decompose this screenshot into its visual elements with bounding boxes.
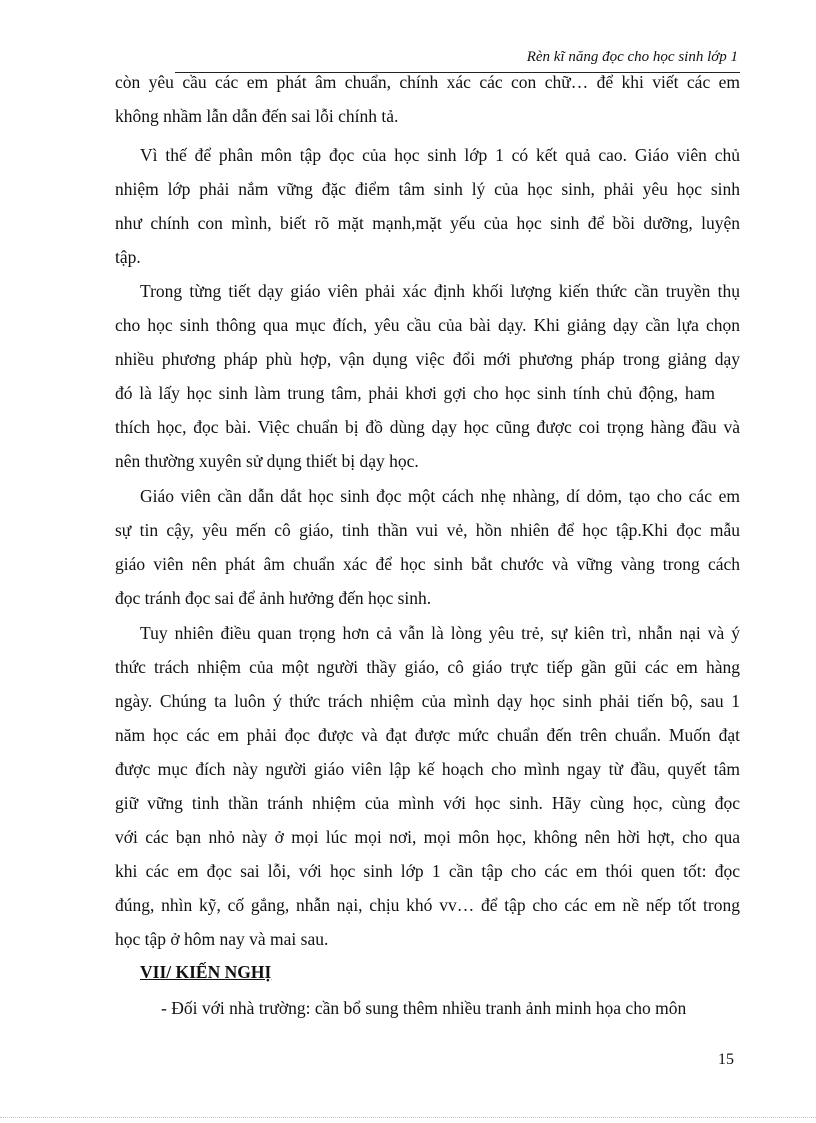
text-line: sự tin cậy, yêu mến cô giáo, tinh thần vui vẻ, hồn nhiên để học tập.Khi đọc mẫu bbox=[115, 520, 740, 540]
page-header bbox=[175, 44, 740, 73]
text-line: được mục đích này người giáo viên lập kế hoạch cho mình ngay từ đầu, quyết tâm bbox=[115, 759, 740, 779]
text-line: giáo viên nên phát âm chuẩn xác để học sinh bắt chước và vững vàng trong cách bbox=[115, 554, 740, 574]
text-line: tập. bbox=[115, 247, 141, 267]
text-line: nhiều phương pháp phù hợp, vận dụng việc đổi mới phương pháp trong giảng dạy bbox=[115, 349, 740, 369]
text-line: Vì thế để phân môn tập đọc của học sinh lớp 1 có kết quả cao. Giáo viên chủ bbox=[140, 145, 740, 165]
text-line: Trong từng tiết dạy giáo viên phải xác định khối lượng kiến thức cần truyền thụ bbox=[140, 281, 740, 301]
text-line: giữ vững tinh thần tránh nhiệm của mình với học sinh. Hãy cùng học, cùng đọc bbox=[115, 793, 740, 813]
text-line: như chính con mình, biết rõ mặt mạnh,mặt yếu của học sinh để bồi dưỡng, luyện bbox=[115, 213, 740, 233]
text-line: còn yêu cầu các em phát âm chuẩn, chính xác các con chữ… để khi viết các em bbox=[115, 72, 740, 92]
text-line: nên thường xuyên sử dụng thiết bị dạy học. bbox=[115, 451, 419, 471]
text-line: không nhầm lẫn dẫn đến sai lỗi chính tả. bbox=[115, 106, 399, 126]
text-line: nhiệm lớp phải nắm vững đặc điểm tâm sinh lý của học sinh, phải yêu học sinh bbox=[115, 179, 740, 199]
text-line: năm học các em phải đọc được và đạt được mức chuẩn đến trên chuẩn. Muốn đạt bbox=[115, 725, 740, 745]
page-number: 15 bbox=[718, 1051, 734, 1068]
header-title: Rèn kĩ năng đọc cho học sinh lớp 1 bbox=[526, 49, 738, 65]
text-line: với các bạn nhỏ này ở mọi lúc mọi nơi, mọi môn học, không nên hời hợt, cho qua bbox=[115, 827, 740, 847]
text-line: thích học, đọc bài. Việc chuẩn bị đồ dùng dạy học cũng được coi trọng hàng đầu và bbox=[115, 417, 740, 437]
recommendation-line: - Đối với nhà trường: cần bổ sung thêm nhiều tranh ảnh minh họa cho môn bbox=[161, 998, 687, 1018]
text-line: Giáo viên cần dẫn dắt học sinh đọc một cách nhẹ nhàng, dí dỏm, tạo cho các em bbox=[140, 486, 740, 506]
text-line: đó là lấy học sinh làm trung tâm, phải khơi gợi cho học sinh tính chủ động, ham bbox=[115, 383, 715, 403]
text-line: đúng, nhìn kỹ, cố gắng, nhẫn nại, chịu khó vv… để tập cho các em nề nếp tốt trong bbox=[115, 895, 740, 915]
section-heading: VII/ KIẾN NGHỊ bbox=[140, 962, 272, 982]
text-line: khi các em đọc sai lỗi, với học sinh lớp 1 cần tập cho các em thói quen tốt: đọc bbox=[115, 861, 740, 881]
text-line: ngày. Chúng ta luôn ý thức trách nhiệm của mình dạy học sinh phải tiến bộ, sau 1 bbox=[115, 691, 740, 711]
text-line: thức trách nhiệm của một người thầy giáo, cô giáo trực tiếp gần gũi các em hàng bbox=[115, 657, 740, 677]
footer-divider bbox=[0, 1117, 816, 1118]
text-line: học tập ở hôm nay và mai sau. bbox=[115, 929, 329, 949]
text-line: Tuy nhiên điều quan trọng hơn cả vẫn là lòng yêu trẻ, sự kiên trì, nhẫn nại và ý bbox=[140, 623, 740, 643]
text-line: đọc tránh đọc sai để ảnh hưởng đến học sinh. bbox=[115, 588, 432, 608]
text-line: cho học sinh thông qua mục đích, yêu cầu của bài dạy. Khi giảng dạy cần lựa chọn bbox=[115, 315, 740, 335]
